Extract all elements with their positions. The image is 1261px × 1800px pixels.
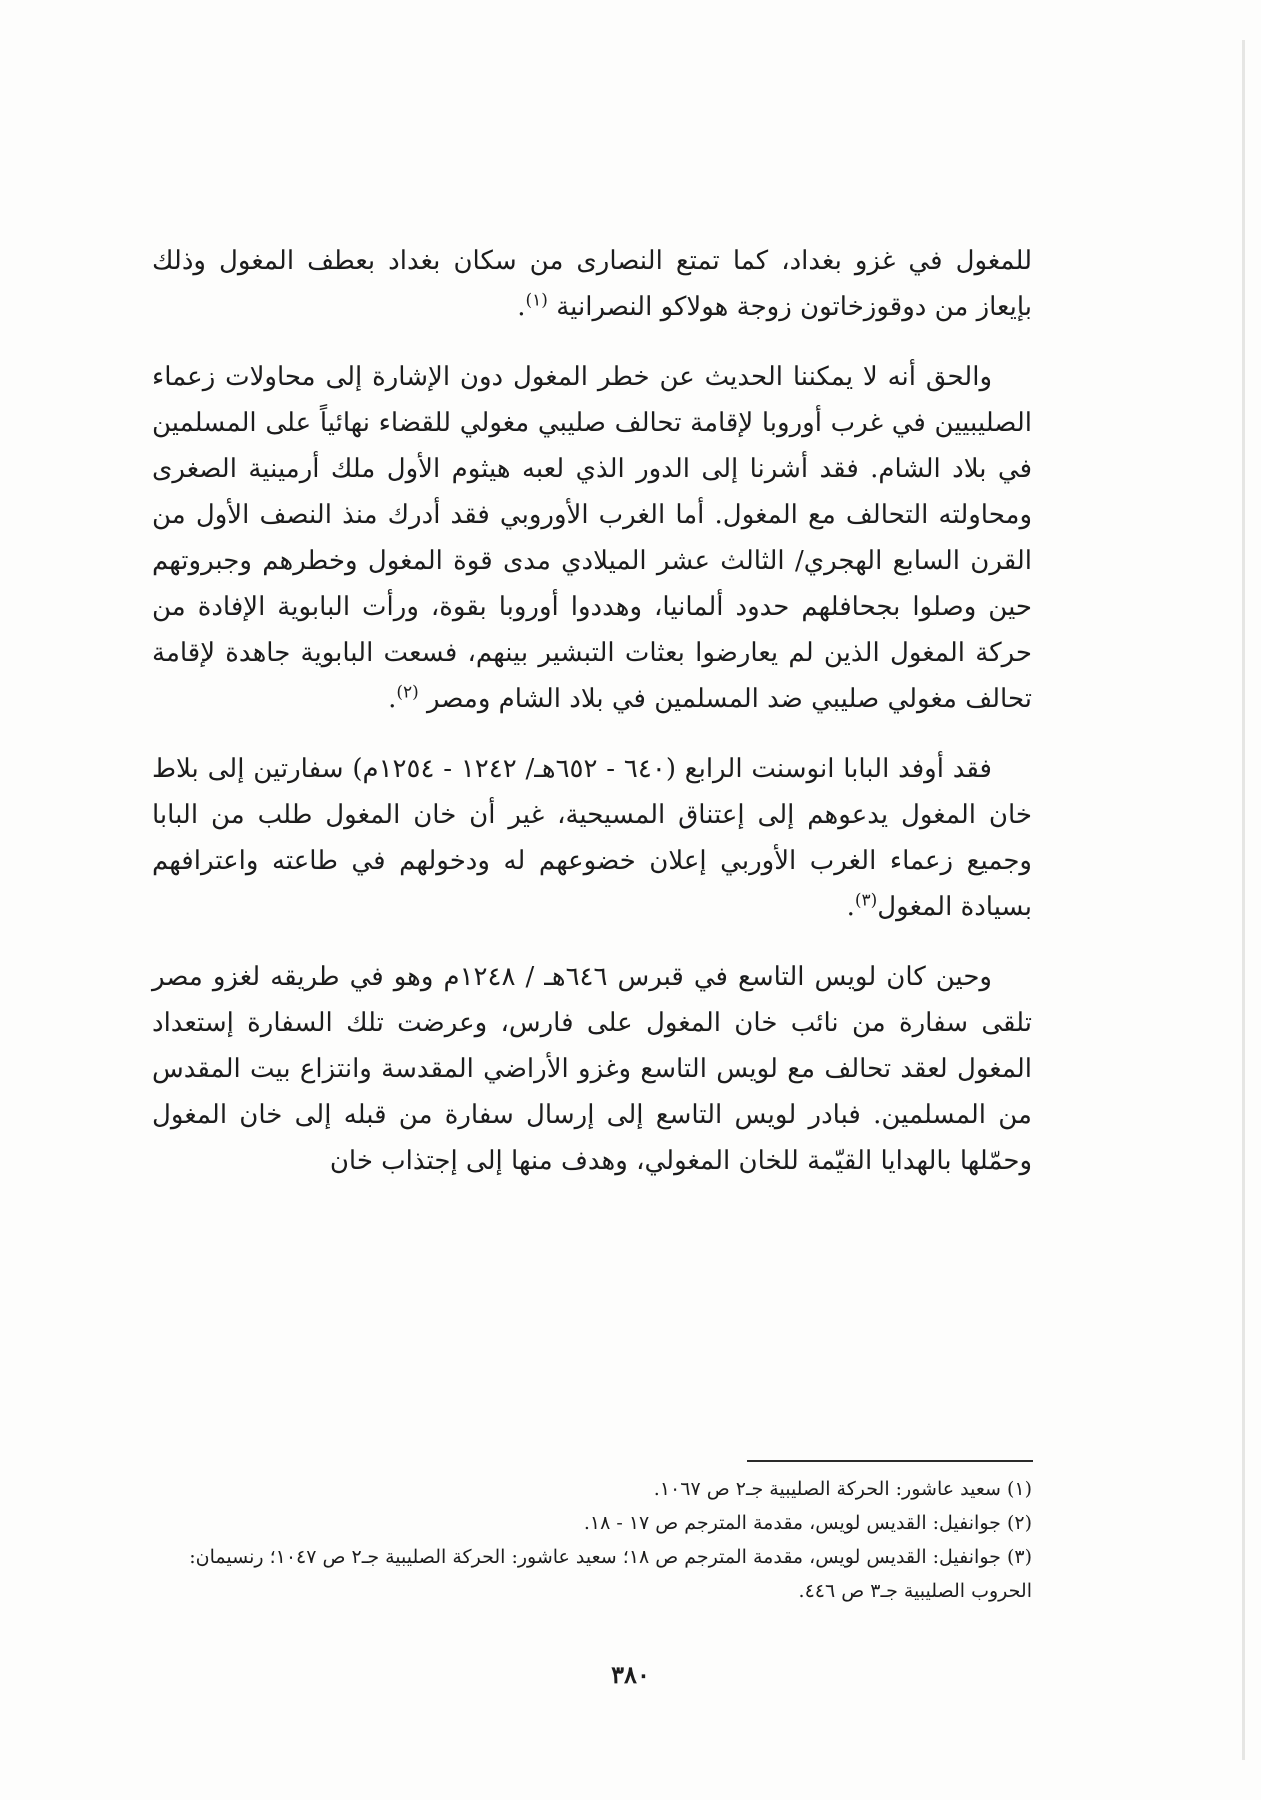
paragraph-3 [152,746,1032,930]
paragraph-1-text: للمغول في غزو بغداد، كما تمتع النصارى من سكان بغداد بعطف المغول وذلك بإيعاز من دوقوزخاتون زوجة هولاكو النصرانية [152,246,1032,322]
paragraph-1 [152,238,1032,330]
footnotes [152,1472,1032,1608]
footnote-ref-2: (٢) [396,682,419,703]
footnote-separator [747,1460,1033,1462]
page-edge-shadow [1242,40,1245,1760]
page-number: ٣٨٠ [611,1660,650,1689]
footnote-ref-1: (١) [525,290,548,311]
paragraph-2-text: والحق أنه لا يمكننا الحديث عن خطر المغول دون الإشارة إلى محاولات زعماء الصليبيين في غرب أوروبا لإقامة تحالف صليبي مغولي للقضاء نهائياً على المسلمين في بلاد الشام. فقد أشرنا إلى الدور الذي لعبه هيثوم الأول ملك أرمينية الصغرى ومحاولته التحالف مع المغول. أما الغرب الأوروبي فقد أدرك منذ النصف الأول من القرن السابع الهجري/ الثالث عشر الميلادي مدى قوة المغول وخطرهم وجبروتهم حين وصلوا بجحافلهم حدود ألمانيا، وهددوا أوروبا بقوة، ورأت البابوية الإفادة من حركة المغول الذين لم يعارضوا بعثات التبشير بينهم، فسعت البابوية جاهدة لإقامة تحالف مغولي صليبي ضد المسلمين في بلاد الشام ومصر [152,362,1032,714]
footnote-3: (٣) جوانفيل: القديس لويس، مقدمة المترجم ص ١٨؛ سعيد عاشور: الحركة الصليبية جـ٢ ص ١٠٤٧؛ رنسيمان: الحروب الصليبية جـ٣ ص ٤٤٦. [189,1546,1032,1602]
footnote-1: (١) سعيد عاشور: الحركة الصليبية جـ٢ ص ١٠٦٧. [653,1478,1032,1500]
paragraph-1-end: . [517,292,526,322]
paragraph-3-end: . [846,892,855,922]
paragraph-2-end: . [388,684,397,714]
footnote-2: (٢) جوانفيل: القديس لويس، مقدمة المترجم ص ١٧ - ١٨. [583,1512,1032,1534]
paragraph-3-text: فقد أوفد البابا انوسنت الرابع (٦٤٠ - ٦٥٢هـ/ ١٢٤٢ - ١٢٥٤م) سفارتين إلى بلاط خان المغول يدعوهم إلى إعتناق المسيحية، غير أن خان المغول طلب من البابا وجميع زعماء الغرب الأوربي إعلان خضوعهم له ودخولهم في طاعته واعترافهم بسيادة المغول [152,754,1032,922]
paragraph-4 [152,954,1032,1184]
paragraph-4-text: وحين كان لويس التاسع في قبرس ٦٤٦هـ / ١٢٤٨م وهو في طريقه لغزو مصر تلقى سفارة من نائب خان المغول على فارس، وعرضت تلك السفارة إستعداد المغول لعقد تحالف مع لويس التاسع وغزو الأراضي المقدسة وانتزاع بيت المقدس من المسلمين. فبادر لويس التاسع إلى إرسال سفارة من قبله إلى خان المغول وحمّلها بالهدايا القيّمة للخان المغولي، وهدف منها إلى إجتذاب خان [152,962,1032,1176]
paragraph-2 [152,354,1032,722]
body-text [152,238,1032,1208]
footnote-ref-3: (٣) [854,890,878,911]
